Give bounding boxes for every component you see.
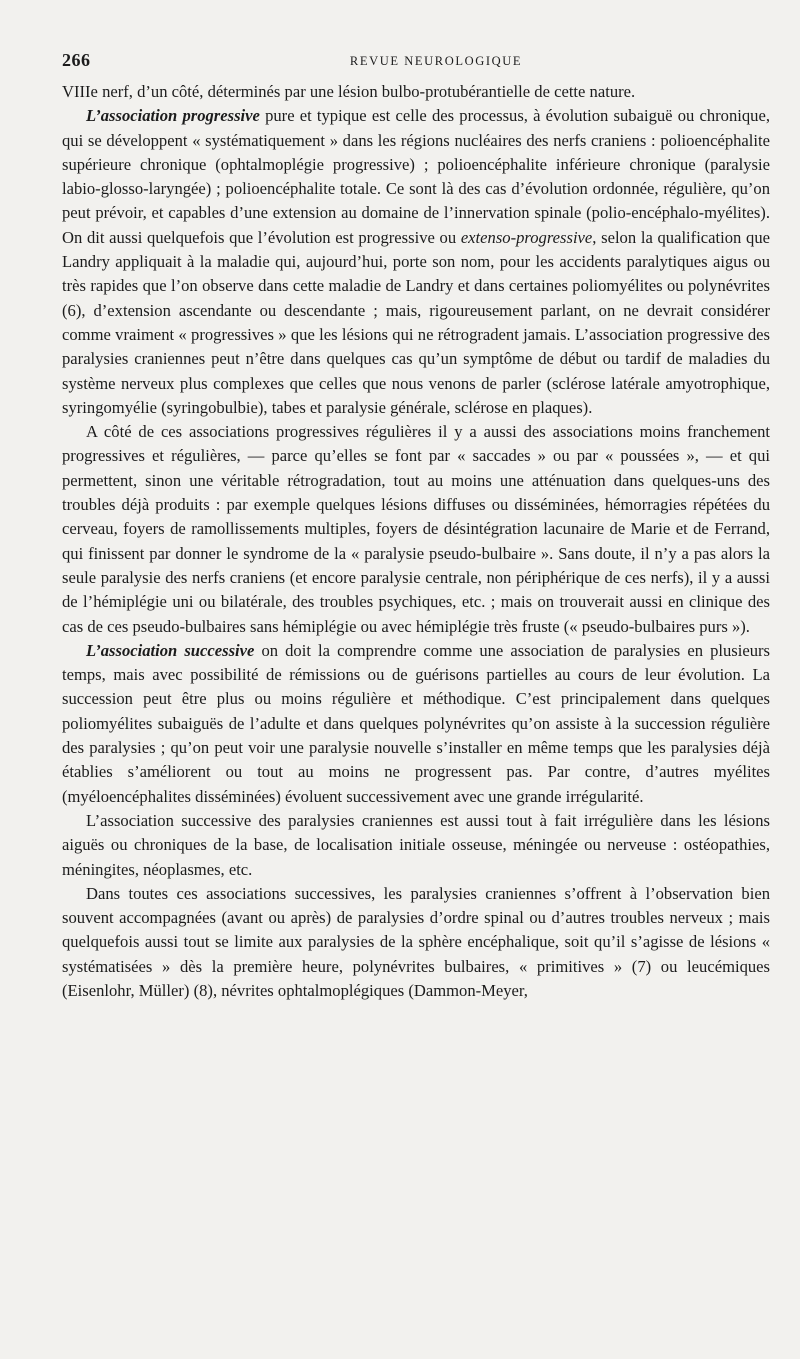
paragraph-text: A côté de ces associations progressives régulières il y a aussi des associations moins franchement progressives et régulières, — parce qu’elles se font par « saccades » ou par « poussées », — et qui permettent, sinon une véritable rétrogradation, tout au moins une atténuation dans quelques-uns des troubles déjà produits : par exemple quelques lésions diffuses ou disséminées, hémorragies répétées du cerveau, foyers de ramollissements multiples, foyers de désintégration lacunaire de Marie et de Ferrand, qui finissent par donner le syndrome de la « paralysie pseudo-bulbaire ». Sans doute, il n’y a pas alors la seule paralysie des nerfs craniens (et encore paralysie centrale, non périphérique de ces nerfs), il y a aussi de l’hémiplégie uni ou bilatérale, des troubles psychiques, etc. ; mais on trouverait aussi en clinique des cas de ces pseudo-bulbaires sans hémiplégie ou avec hémiplégie très fruste (« pseudo-bulbaires purs »). (62, 422, 770, 636)
paragraph-text: Dans toutes ces associations successives, les paralysies craniennes s’offrent à l’observation bien souvent accompagnées (avant ou après) de paralysies d’ordre spinal ou d’autres troubles nerveux ; mais quelquefois aussi tout se limite aux paralysies de la sphère encéphalique, soit qu’il s’agisse de lésions « systématisées » dès la première heure, polynévrites bulbaires, « primitives » (7) ou leucémiques (Eisenlohr, Müller) (8), névrites ophtalmoplégiques (Dammon-Meyer, (62, 883, 770, 1000)
paragraph (62, 80, 770, 104)
section-term: L’association progressive (86, 106, 260, 126)
paragraph (62, 420, 770, 639)
article-body (62, 80, 770, 1003)
paragraph-text: L’association successive des paralysies craniennes est aussi tout à fait irrégulière dans les lésions aiguës ou chroniques de la base, de localisation initiale osseuse, méningée ou nerveuse : ostéopathies, méningites, néoplasmes, etc. (62, 810, 770, 879)
paragraph-text: pure et typique est celle des processus, à évolution subaiguë ou chronique, qui se développent « systématiquement » dans les régions nucléaires des nerfs craniens : polioencéphalite supérieure chronique (ophtalmoplégie progressive) ; polioencéphalite inférieure chronique (paralysie labio-glosso-laryngée) ; polioencéphalite totale. Ce sont là des cas d’évolution ordonnée, régulière, qu’on peut prévoir, et capables d’une extension au domaine de l’innervation spinale (polio-encéphalo-myélites). On dit aussi quelquefois que l’évolution est progressive ou (62, 106, 770, 247)
paragraph-text: VIIIe nerf, d’un côté, déterminés par une lésion bulbo-protubérantielle de cette nature. (62, 82, 636, 101)
italic-term: extenso-progressive (460, 227, 593, 247)
paragraph-text: on doit la comprendre comme une association de paralysies en plusieurs temps, mais avec possibilité de rémissions ou de guérisons partielles au cours de leur évolution. La succession peut être plus ou moins régulière et méthodique. C’est principalement dans quelques poliomyélites subaiguës de l’adulte et dans quelques polynévrites qu’on assiste à la succession régulière des paralysies ; qu’on peut voir une paralysie nouvelle s’installer en même temps que les paralysies déjà établies s’améliorent ou tout au moins ne progressent pas. Par contre, d’autres myélites (myéloencéphalites disséminées) évoluent successivement avec une grande irrégularité. (62, 640, 770, 806)
paragraph (62, 882, 770, 1003)
page-number: 266 (62, 50, 91, 70)
page-header (62, 44, 770, 80)
running-title: REVUE NEUROLOGIQUE (349, 54, 523, 68)
paragraph (62, 809, 770, 882)
paragraph (62, 639, 770, 809)
paragraph (62, 104, 770, 420)
paragraph-text: , selon la qualification que Landry appliquait à la maladie qui, aujourd’hui, porte son nom, pour les accidents paralytiques aigus ou très rapides que l’on observe dans cette maladie de Landry et dans certaines poliomyélites ou polynévrites (6), d’extension ascendante ou descendante ; mais, rigoureusement parlant, on ne devrait considérer comme vraiment « progressives » que les lésions qui ne rétrogradent jamais. L’association progressive des paralysies craniennes peut n’être dans quelques cas qu’un symptôme de début ou tardif de maladies du système nerveux plus complexes que celles que nous venons de parler (sclérose latérale amyotrophique, syringomyélie (syringobulbie), tabes et paralysie générale, sclérose en plaques). (62, 227, 770, 417)
section-term: L’association successive (86, 640, 255, 660)
